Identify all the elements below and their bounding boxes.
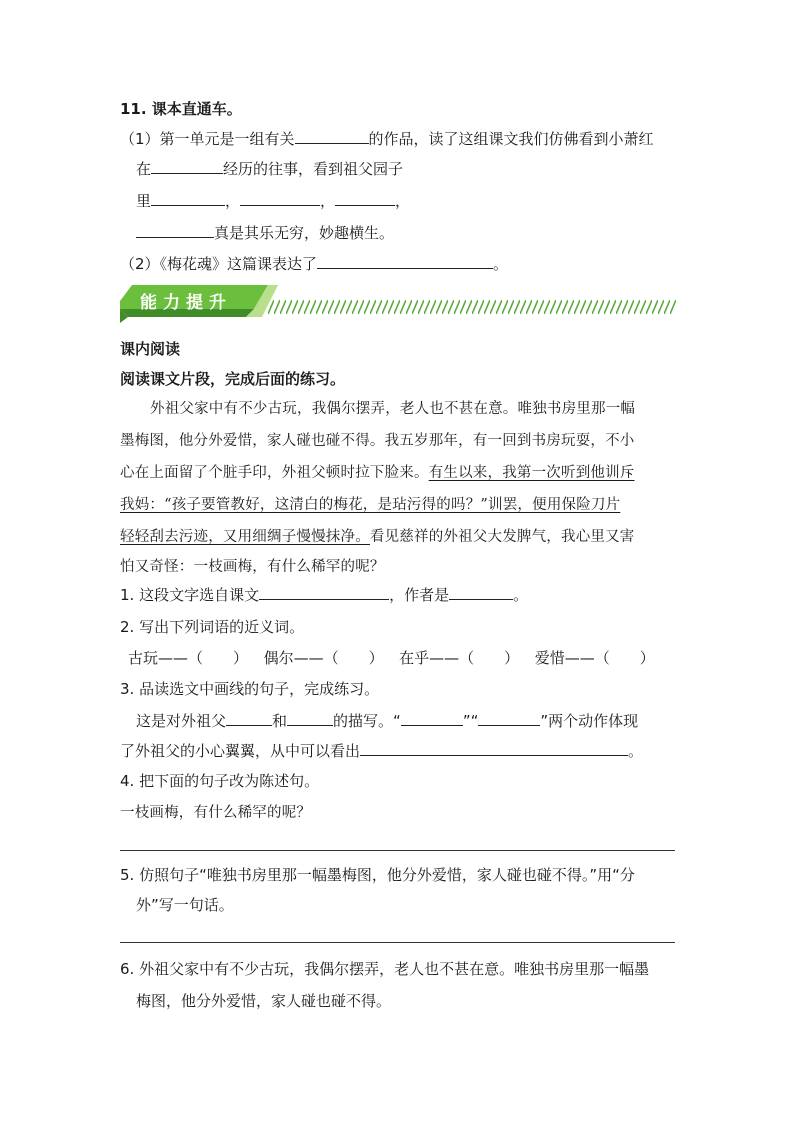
text: ”两个动作体现: [540, 712, 639, 730]
underlined-sentence: 有生以来，我第一次听到他训斥: [428, 465, 635, 481]
text: ，: [395, 192, 411, 210]
question-4-sentence: 一枝画梅，有什么稀罕的呢？: [120, 805, 312, 821]
question-5: 5. 仿照句子“唯独书房里那一幅墨梅图，他分外爱惜，家人碰也碰不得。”用“分: [120, 866, 635, 884]
blank[interactable]: [136, 223, 214, 238]
text: 的作品，读了这组课文我们仿佛看到小萧红: [368, 130, 654, 148]
q11-line5: [120, 253, 675, 275]
blank[interactable]: [335, 191, 395, 206]
text: 了外祖父的小心翼翼，从中可以看出: [120, 742, 361, 760]
synonym-item[interactable]: 古玩——（ ）: [128, 649, 249, 667]
question-3: 3. 品读选文中画线的句子，完成练习。: [120, 680, 380, 698]
blank[interactable]: [287, 711, 333, 726]
question-2: 2. 写出下列词语的近义词。: [120, 618, 305, 636]
stripe-decoration: [268, 300, 676, 314]
blank[interactable]: [401, 711, 463, 726]
blank[interactable]: [151, 191, 225, 206]
text: 真是其乐无穷，妙趣横生。: [214, 224, 395, 242]
text: ，作者是: [389, 586, 450, 604]
text: 和: [272, 712, 288, 730]
question-3-line2: [120, 740, 675, 762]
blank[interactable]: [151, 159, 223, 174]
passage-line: 外祖父家中有不少古玩，我偶尔摆弄，老人也不甚在意。唯独书房里那一幅: [150, 401, 636, 417]
text: ，: [320, 192, 336, 210]
blank[interactable]: [317, 254, 493, 269]
question-5-cont: 外”写一句话。: [136, 896, 234, 914]
blank[interactable]: [449, 585, 513, 600]
question-6-cont: 梅图，他分外爱惜，家人碰也碰不得。: [136, 992, 392, 1010]
text: （1）第一单元是一组有关: [120, 130, 295, 148]
text: 。: [513, 586, 529, 604]
text: 看见慈祥的外祖父大发脾气，我心里又害: [369, 529, 635, 545]
text: 1. 这段文字选自课文: [120, 586, 260, 604]
blank[interactable]: [295, 129, 369, 144]
answer-line[interactable]: [120, 942, 675, 943]
q11-title: 11. 课本直通车。: [120, 100, 242, 118]
text: 。: [628, 742, 644, 760]
passage-line: [120, 526, 675, 548]
text: 经历的往事，看到祖父园子: [223, 160, 404, 178]
synonym-item[interactable]: 爱惜——（ ）: [534, 649, 655, 667]
text: （2）《梅花魂》这篇课表达了: [120, 255, 318, 273]
question-4: 4. 把下面的句子改为陈述句。: [120, 772, 320, 790]
question-3-line1: [136, 710, 691, 732]
underlined-sentence: 轻轻刮去污迹，又用细绸子慢慢抹净。: [120, 529, 370, 545]
text: ”“: [462, 712, 479, 730]
text: 在: [136, 160, 152, 178]
synonym-item[interactable]: 在乎——（ ）: [399, 649, 520, 667]
passage-line: 墨梅图，他分外爱惜，家人碰也碰不得。我五岁那年，有一回到书房玩耍，不小: [120, 433, 635, 449]
synonym-item[interactable]: 偶尔——（ ）: [263, 649, 384, 667]
reading-instruction: 阅读课文片段，完成后面的练习。: [120, 370, 346, 388]
q11-line4: [136, 222, 691, 244]
blank[interactable]: [360, 741, 628, 756]
passage-line: 怕又奇怪：一枝画梅，有什么稀罕的呢？: [120, 559, 385, 575]
passage-line: [120, 462, 675, 484]
blank[interactable]: [259, 585, 389, 600]
section-banner-title: 能力提升: [140, 293, 232, 313]
answer-line[interactable]: [120, 850, 675, 851]
text: 里: [136, 192, 152, 210]
text: ，: [225, 192, 241, 210]
question-2-items: [128, 647, 683, 669]
q11-line1: [120, 128, 675, 150]
blank[interactable]: [478, 711, 540, 726]
question-6: 6. 外祖父家中有不少古玩，我偶尔摆弄，老人也不甚在意。唯独书房里那一幅墨: [120, 960, 650, 978]
text: 。: [493, 255, 509, 273]
blank[interactable]: [240, 191, 320, 206]
text: 这是对外祖父: [136, 712, 227, 730]
reading-heading: 课内阅读: [120, 340, 181, 358]
q11-line2: [136, 158, 691, 180]
blank[interactable]: [226, 711, 272, 726]
question-1: [120, 584, 675, 606]
text: 的描写。“: [333, 712, 401, 730]
q11-line3: [136, 190, 691, 212]
text: 心在上面留了个脏手印，外祖父顿时拉下脸来。: [120, 465, 429, 481]
underlined-sentence: 我妈：“孩子要管教好，这清白的梅花，是玷污得的吗？”训罢，便用保险刀片: [120, 497, 621, 513]
